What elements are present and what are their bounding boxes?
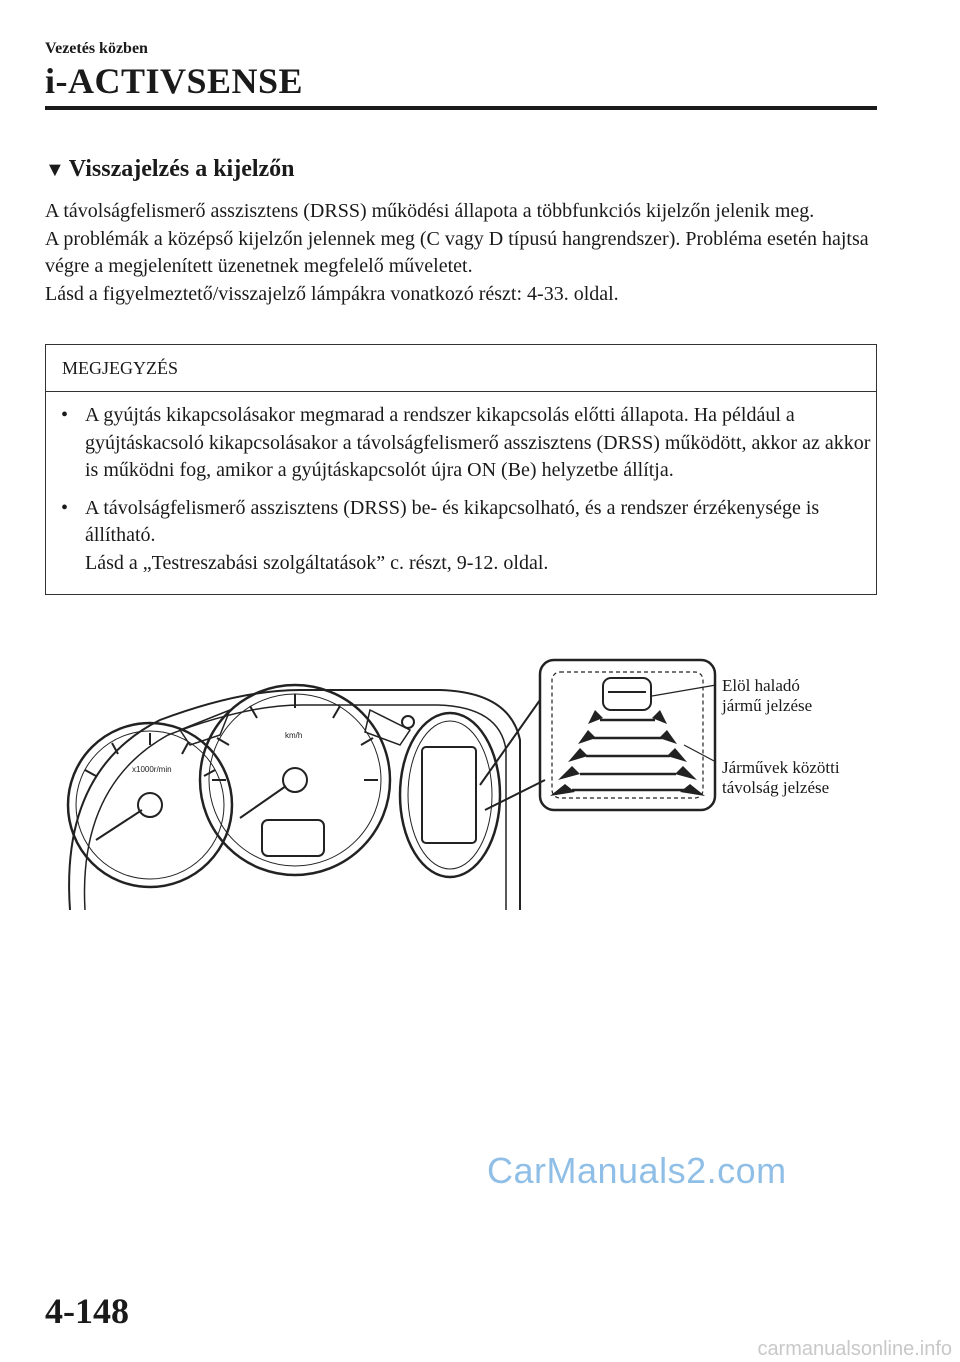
subsection-heading	[45, 156, 295, 183]
note-item-2-reference: Lásd a „Testreszabási szolgáltatások” c. részt, 9-12. oldal.	[85, 551, 549, 574]
note-item-2	[61, 495, 876, 578]
note-box	[45, 344, 877, 595]
triangle-marker-icon: ▼	[45, 159, 65, 181]
body-paragraph-3: Lásd a figyelmeztető/visszajelző lámpákra vonatkozó részt: 4-33. oldal.	[45, 282, 619, 305]
instrument-cluster-figure	[40, 650, 920, 910]
bullet-icon: •	[61, 404, 69, 426]
note-list	[46, 392, 876, 577]
body-paragraph-2: A problémák a középső kijelzőn jelennek meg (C vagy D típusú hangrendszer). Probléma esetén hajtsa végre a megjelenített üzenetnek megfelelő műveletet.	[45, 227, 869, 277]
body-text	[45, 198, 877, 308]
label-distance: Járművek közötti távolság jelzése	[722, 758, 840, 797]
note-item-1	[61, 402, 876, 485]
note-item-2-text: A távolságfelismerő asszisztens (DRSS) be- és kikapcsolható, és a rendszer érzékenysége is állítható.	[85, 496, 820, 546]
footer-site-link[interactable]: carmanualsonline.info	[757, 1338, 952, 1360]
watermark: CarManuals2.com	[487, 1150, 787, 1191]
speed-unit-label: km/h	[285, 731, 303, 740]
tach-unit-label: x1000r/min	[132, 765, 172, 774]
page-number: 4-148	[45, 1291, 129, 1331]
section-title: i-ACTIVSENSE	[45, 61, 304, 101]
note-title: MEGJEGYZÉS	[46, 345, 876, 392]
header-rule	[45, 106, 877, 110]
bullet-icon: •	[61, 496, 69, 519]
body-paragraph-1: A távolságfelismerő asszisztens (DRSS) működési állapota a többfunkciós kijelzőn jelenik meg.	[45, 200, 815, 222]
subsection-heading-text: Visszajelzés a kijelzőn	[68, 156, 295, 182]
label-vehicle-ahead: Elöl haladó jármű jelzése	[722, 676, 813, 715]
note-item-1-text: A gyújtás kikapcsolásakor megmarad a rendszer kikapcsolás előtti állapota. Ha például a gyújtáskacsoló kikapcsolásakor a távolságfelismerő asszisztens (DRSS) működött, akkor az akkor is működni fog, amikor a gyújtáskapcsolót újra ON (Be) helyzetbe állítja.	[85, 404, 871, 481]
chapter-title: Vezetés közben	[45, 40, 148, 57]
